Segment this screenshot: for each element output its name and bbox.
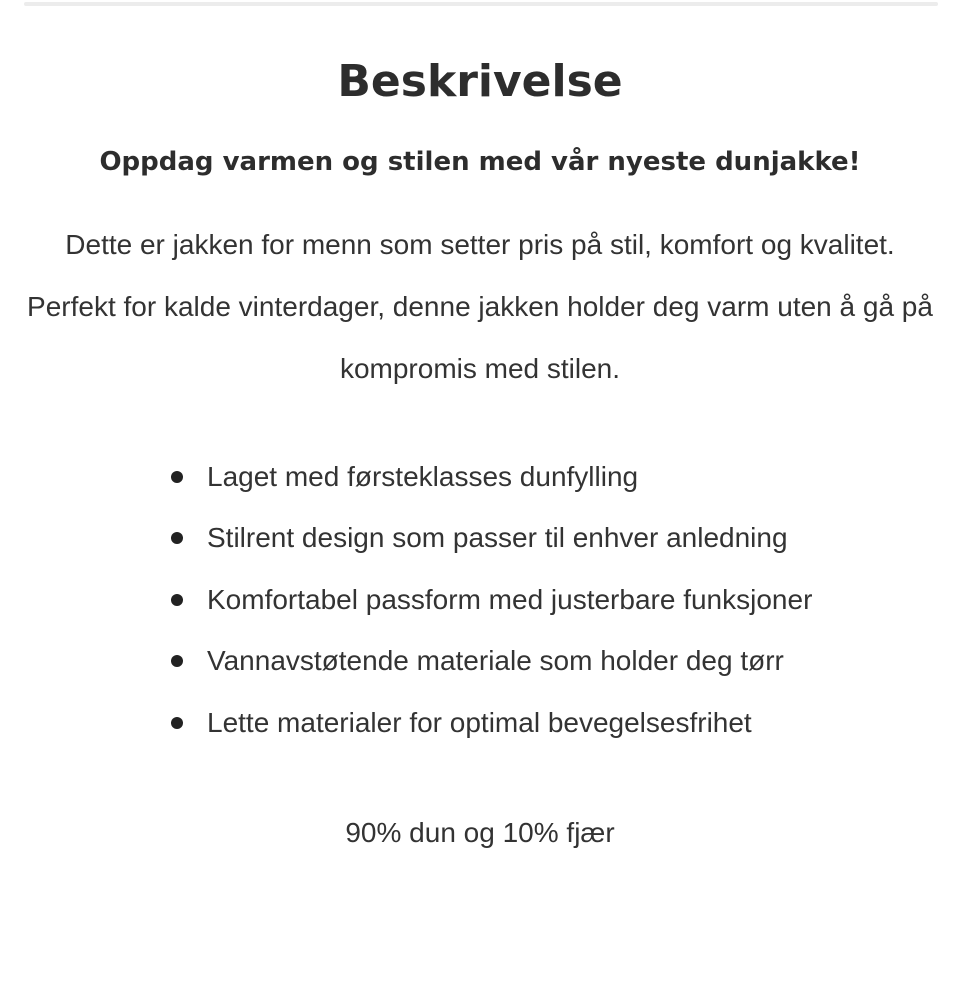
feature-text: Stilrent design som passer til enhver anledning [207, 522, 788, 554]
feature-list [160, 446, 920, 754]
product-tagline: Oppdag varmen og stilen med vår nyeste dunjakke! [99, 147, 861, 177]
feature-list-item [160, 446, 920, 508]
bullet-icon [171, 655, 183, 667]
section-heading: Beskrivelse [337, 56, 623, 107]
top-divider [24, 2, 938, 6]
feature-text: Lette materialer for optimal bevegelsesfrihet [207, 706, 752, 738]
feature-text: Laget med førsteklasses dunfylling [207, 460, 639, 492]
feature-text: Komfortabel passform med justerbare funksjoner [207, 583, 813, 615]
bullet-icon [171, 717, 183, 729]
bullet-icon [171, 532, 183, 544]
bullet-icon [171, 594, 183, 606]
feature-list-item [160, 569, 920, 631]
feature-text: Vannavstøtende materiale som holder deg tørr [207, 645, 784, 677]
bullet-icon [171, 471, 183, 483]
material-composition: 90% dun og 10% fjær [345, 817, 615, 848]
feature-list-item [160, 692, 920, 754]
product-description: Dette er jakken for menn som setter pris på stil, komfort og kvalitet. Perfekt for kalde vinterdager, denne jakken holder deg varm uten å gå på kompromis med stilen. [27, 229, 933, 384]
feature-list-item [160, 631, 920, 693]
feature-list-item [160, 508, 920, 570]
